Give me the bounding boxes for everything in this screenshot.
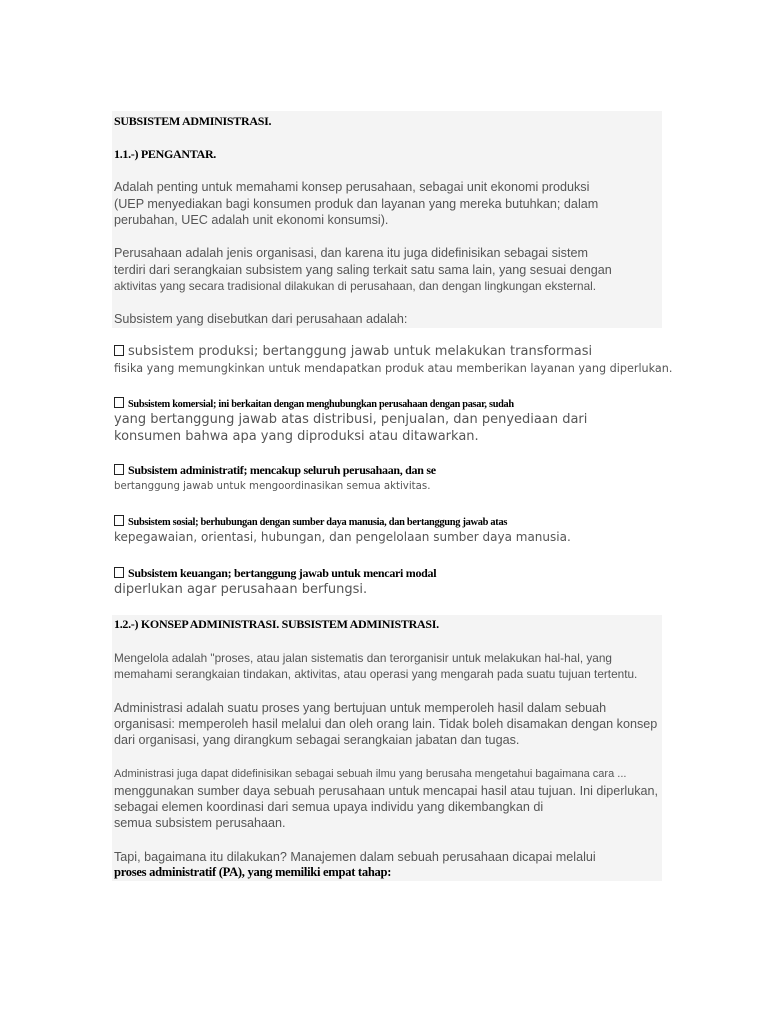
document-title: SUBSISTEM ADMINISTRASI. bbox=[114, 114, 272, 128]
manage-paragraph-line: memahami serangkaian tindakan, aktivitas, atau operasi yang mengarah pada suatu tujuan tertentu. bbox=[114, 667, 638, 681]
list-item-heading: Subsistem sosial; berhubungan dengan sumber daya manusia, dan bertanggung jawab atas bbox=[128, 517, 508, 528]
list-item-heading: Subsistem administratif; mencakup seluruh perusahaan, dan se bbox=[128, 463, 436, 477]
list-item-body: yang bertanggung jawab atas distribusi, penjualan, dan penyediaan dari bbox=[114, 412, 588, 427]
subsystem-list bbox=[112, 340, 673, 600]
checkbox-icon bbox=[114, 515, 124, 526]
list-item-body: diperlukan agar perusahaan berfungsi. bbox=[114, 582, 368, 597]
list-item-body: konsumen bahwa apa yang diproduksi atau ditawarkan. bbox=[114, 429, 479, 444]
list-item-body: kepegawaian, orientasi, hubungan, dan pengelolaan sumber daya manusia. bbox=[114, 530, 571, 544]
science-paragraph-line: menggunakan sumber daya sebuah perusahaan untuk mencapai hasil atau tujuan. Ini diperlukan, bbox=[114, 784, 659, 798]
science-paragraph-line: Administrasi juga dapat didefinisikan sebagai sebuah ilmu yang berusaha mengetahui bagaimana cara ... bbox=[114, 768, 627, 780]
list-item-heading: Subsistem keuangan; bertanggung jawab untuk mencari modal bbox=[128, 566, 437, 580]
process-paragraph-line: Tapi, bagaimana itu dilakukan? Manajemen dalam sebuah perusahaan dicapai melalui bbox=[114, 850, 596, 864]
checkbox-icon bbox=[114, 397, 124, 408]
administration-paragraph-line: organisasi: memperoleh hasil melalui dan oleh orang lain. Tidak boleh disamakan dengan konsep bbox=[114, 717, 658, 731]
list-item bbox=[114, 566, 436, 581]
section-heading-pengantar: 1.1.-) PENGANTAR. bbox=[114, 147, 217, 161]
section-1-block bbox=[112, 111, 662, 328]
science-paragraph-line: semua subsistem perusahaan. bbox=[114, 816, 286, 830]
intro-paragraph-line: Adalah penting untuk memahami konsep perusahaan, sebagai unit ekonomi produksi bbox=[114, 180, 590, 194]
subsystem-intro-line: Subsistem yang disebutkan dari perusahaan adalah: bbox=[114, 312, 408, 326]
organization-paragraph-line: terdiri dari serangkaian subsistem yang saling terkait satu sama lain, yang sesuai dengan bbox=[114, 263, 612, 277]
list-item bbox=[114, 397, 514, 410]
organization-paragraph-line: aktivitas yang secara tradisional dilakukan di perusahaan, dan dengan lingkungan eksternal. bbox=[114, 279, 597, 293]
manage-paragraph-line: Mengelola adalah "proses, atau jalan sistematis dan terorganisir untuk melakukan hal-hal, yang bbox=[114, 651, 612, 665]
section-2-block bbox=[112, 615, 662, 881]
organization-paragraph-line: Perusahaan adalah jenis organisasi, dan karena itu juga didefinisikan sebagai sistem bbox=[114, 246, 588, 260]
section-heading-konsep: 1.2.-) KONSEP ADMINISTRASI. SUBSISTEM ADMINISTRASI. bbox=[114, 617, 439, 631]
intro-paragraph-line: (UEP menyediakan bagi konsumen produk dan layanan yang mereka butuhkan; dalam bbox=[114, 197, 599, 211]
administration-paragraph-line: dari organisasi, yang dirangkum sebagai serangkaian jabatan dan tugas. bbox=[114, 733, 520, 747]
checkbox-icon bbox=[114, 567, 124, 578]
checkbox-icon bbox=[114, 464, 124, 475]
process-paragraph-emphasis: proses administratif (PA), yang memiliki empat tahap: bbox=[114, 865, 392, 879]
list-item bbox=[114, 515, 507, 528]
checkbox-icon bbox=[114, 345, 124, 356]
list-item bbox=[114, 463, 436, 478]
list-item-heading: subsistem produksi; bertanggung jawab untuk melakukan transformasi bbox=[128, 344, 593, 359]
list-item-body: fisika yang memungkinkan untuk mendapatkan produk atau memberikan layanan yang diperlukan. bbox=[114, 362, 673, 375]
list-item bbox=[114, 344, 592, 359]
science-paragraph-line: sebagai elemen koordinasi dari semua upaya individu yang dikembangkan di bbox=[114, 800, 544, 814]
list-item-body: bertanggung jawab untuk mengoordinasikan semua aktivitas. bbox=[114, 481, 431, 492]
intro-paragraph-line: perubahan, UEC adalah unit ekonomi konsumsi). bbox=[114, 213, 389, 227]
list-item-heading: Subsistem komersial; ini berkaitan dengan menghubungkan perusahaan dengan pasar, sudah bbox=[128, 399, 514, 410]
administration-paragraph-line: Administrasi adalah suatu proses yang bertujuan untuk memperoleh hasil dalam sebuah bbox=[114, 701, 607, 715]
